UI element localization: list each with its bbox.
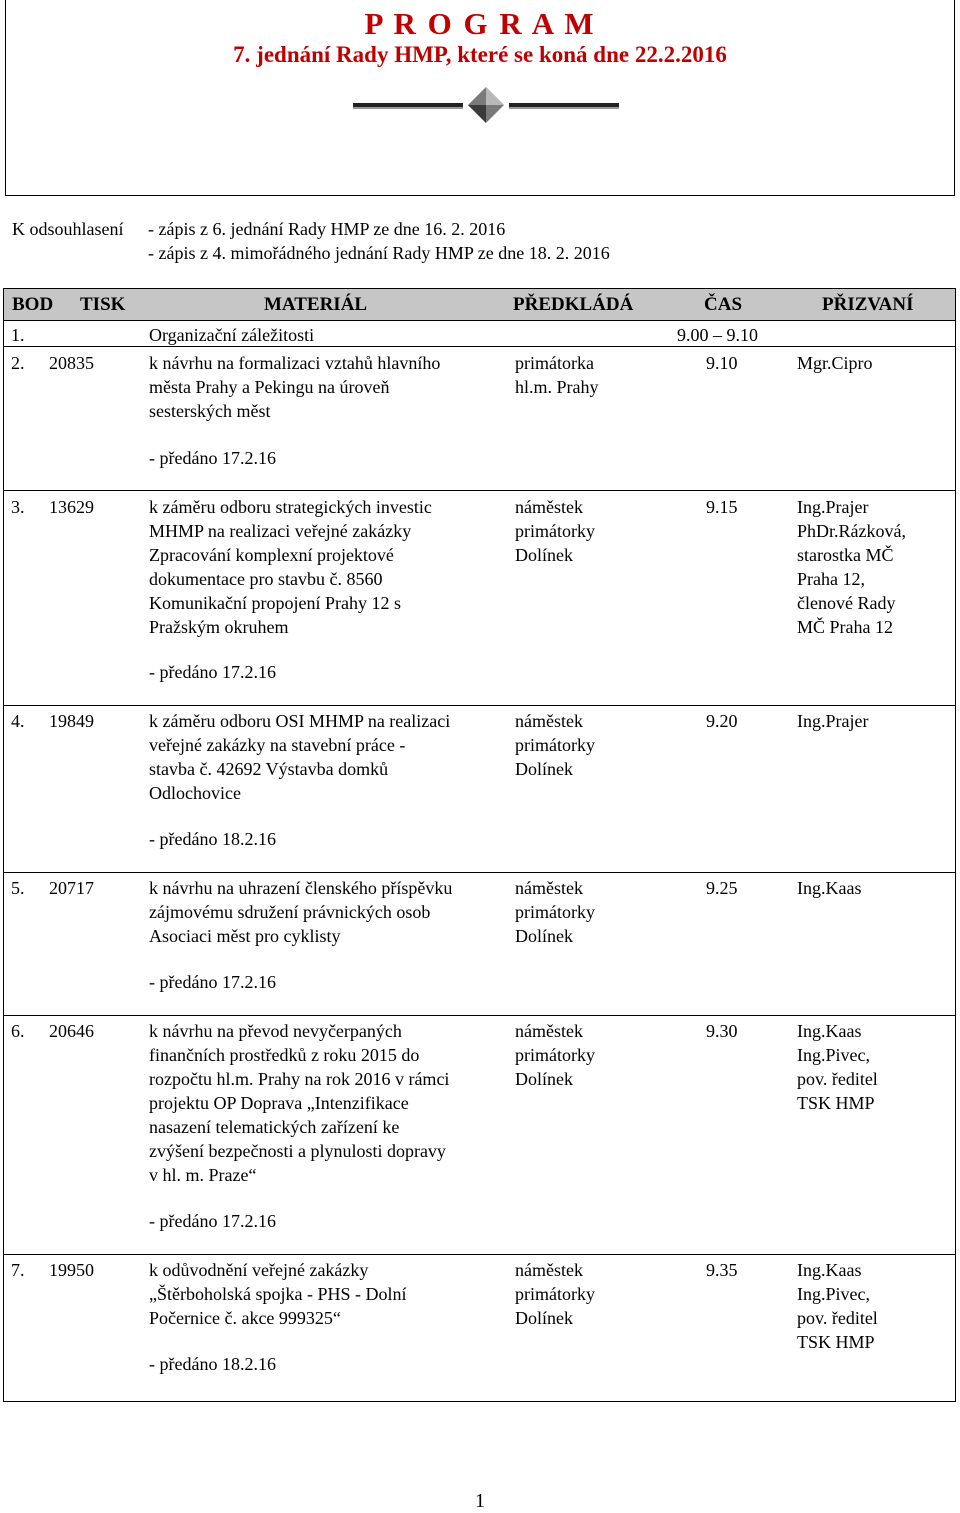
table-row-6-cas: 9.30 [706, 1021, 738, 1041]
table-header-row [4, 289, 955, 321]
table-row-4-cas: 9.20 [706, 711, 738, 731]
column-header-predklada: PŘEDKLÁDÁ [513, 294, 634, 315]
table-row-1-material: Organizační záležitosti [149, 325, 315, 345]
table-row-7-prizvani: Ing.Kaas Ing.Pivec, pov. ředitel TSK HMP [797, 1260, 878, 1352]
row-divider [4, 1015, 955, 1016]
table-row-7-cas: 9.35 [706, 1260, 738, 1280]
table-row-5-cas: 9.25 [706, 878, 738, 898]
table-row-2-tisk: 20835 [49, 353, 94, 373]
table-row-7-bod: 7. [11, 1260, 25, 1280]
column-header-bod: BOD [12, 294, 54, 315]
table-row-6-predklada: náměstek primátorky Dolínek [515, 1021, 595, 1089]
column-header-material: MATERIÁL [264, 294, 368, 315]
table-row-6-tisk: 20646 [49, 1021, 94, 1041]
program-table [3, 288, 956, 1402]
table-row-2-predklada: primátorka hl.m. Prahy [515, 353, 599, 397]
table-row-6-prizvani: Ing.Kaas Ing.Pivec, pov. ředitel TSK HMP [797, 1021, 878, 1113]
table-row-2-bod: 2. [11, 353, 25, 373]
table-row-4-material: k záměru odboru OSI MHMP na realizaci veřejné zakázky na stavební práce - stavba č. 42692 Výstavba domků Odlochovice [149, 711, 451, 803]
approval-item-2: - zápis z 4. mimořádného jednání Rady HMP ze dne 18. 2. 2016 [148, 243, 610, 263]
table-row-2-predano: - předáno 17.2.16 [149, 448, 276, 468]
table-row-3-tisk: 13629 [49, 497, 94, 517]
table-row-7-predklada: náměstek primátorky Dolínek [515, 1260, 595, 1328]
meeting-subtitle: 7. jednání Rady HMP, které se koná dne 22.2.2016 [233, 42, 727, 67]
table-row-2-cas: 9.10 [706, 353, 738, 373]
table-row-5-predklada: náměstek primátorky Dolínek [515, 878, 595, 946]
table-row-5-material: k návrhu na uhrazení členského příspěvku zájmovému sdružení právnických osob Asociaci měst pro cyklisty [149, 878, 453, 946]
approval-item-1: - zápis z 6. jednání Rady HMP ze dne 16. 2. 2016 [148, 219, 506, 239]
table-row-7-tisk: 19950 [49, 1260, 94, 1280]
table-row-4-predklada: náměstek primátorky Dolínek [515, 711, 595, 779]
column-header-tisk: TISK [80, 294, 126, 315]
table-row-6-predano: - předáno 17.2.16 [149, 1211, 276, 1231]
table-row-3-cas: 9.15 [706, 497, 738, 517]
row-divider [4, 1254, 955, 1255]
table-row-4-bod: 4. [11, 711, 25, 731]
approval-label: K odsouhlasení [12, 219, 124, 239]
diamond-ornament-icon [351, 84, 621, 130]
program-title: P R O G R A M [364, 6, 596, 41]
table-row-3-material: k záměru odboru strategických investic MHMP na realizaci veřejné zakázky Zpracování komplexní projektové dokumentace pro stavbu č. 8560 Komunikační propojení Prahy 12 s Pražským okruhem [149, 497, 432, 637]
row-divider [4, 705, 955, 706]
table-row-5-prizvani: Ing.Kaas [797, 878, 862, 898]
table-row-1-cas: 9.00 – 9.10 [677, 325, 758, 345]
program-header [5, 0, 955, 196]
table-row-6-bod: 6. [11, 1021, 25, 1041]
table-row-3-predano: - předáno 17.2.16 [149, 662, 276, 682]
row-divider [4, 490, 955, 491]
table-row-4-tisk: 19849 [49, 711, 94, 731]
row-divider [4, 872, 955, 873]
page-number: 1 [475, 1490, 485, 1512]
table-row-3-bod: 3. [11, 497, 25, 517]
row-divider [4, 346, 955, 347]
table-row-4-prizvani: Ing.Prajer [797, 711, 869, 731]
table-row-4-predano: - předáno 18.2.16 [149, 829, 276, 849]
table-row-5-bod: 5. [11, 878, 25, 898]
table-row-6-material: k návrhu na převod nevyčerpaných finančních prostředků z roku 2015 do rozpočtu hl.m. Prahy na rok 2016 v rámci projektu OP Doprava „Intenzifikace nasazení telematických zařízení ke zvýšení bezpečnosti a plynulosti dopravy v hl. m. Praze“ [149, 1021, 450, 1185]
table-row-1-bod: 1. [11, 325, 25, 345]
table-row-5-tisk: 20717 [49, 878, 94, 898]
table-row-7-predano: - předáno 18.2.16 [149, 1354, 276, 1374]
column-header-prizvani: PŘIZVANÍ [822, 294, 914, 315]
table-row-3-prizvani: Ing.Prajer PhDr.Rázková, starostka MČ Praha 12, členové Rady MČ Praha 12 [797, 497, 906, 637]
table-row-2-prizvani: Mgr.Cipro [797, 353, 873, 373]
table-row-3-predklada: náměstek primátorky Dolínek [515, 497, 595, 565]
table-row-5-predano: - předáno 17.2.16 [149, 972, 276, 992]
column-header-cas: ČAS [704, 294, 743, 315]
table-row-2-material: k návrhu na formalizaci vztahů hlavního města Prahy a Pekingu na úroveň sesterských měst [149, 353, 441, 421]
table-row-7-material: k odůvodnění veřejné zakázky „Štěrboholská spojka - PHS - Dolní Počernice č. akce 999325“ [149, 1260, 407, 1328]
